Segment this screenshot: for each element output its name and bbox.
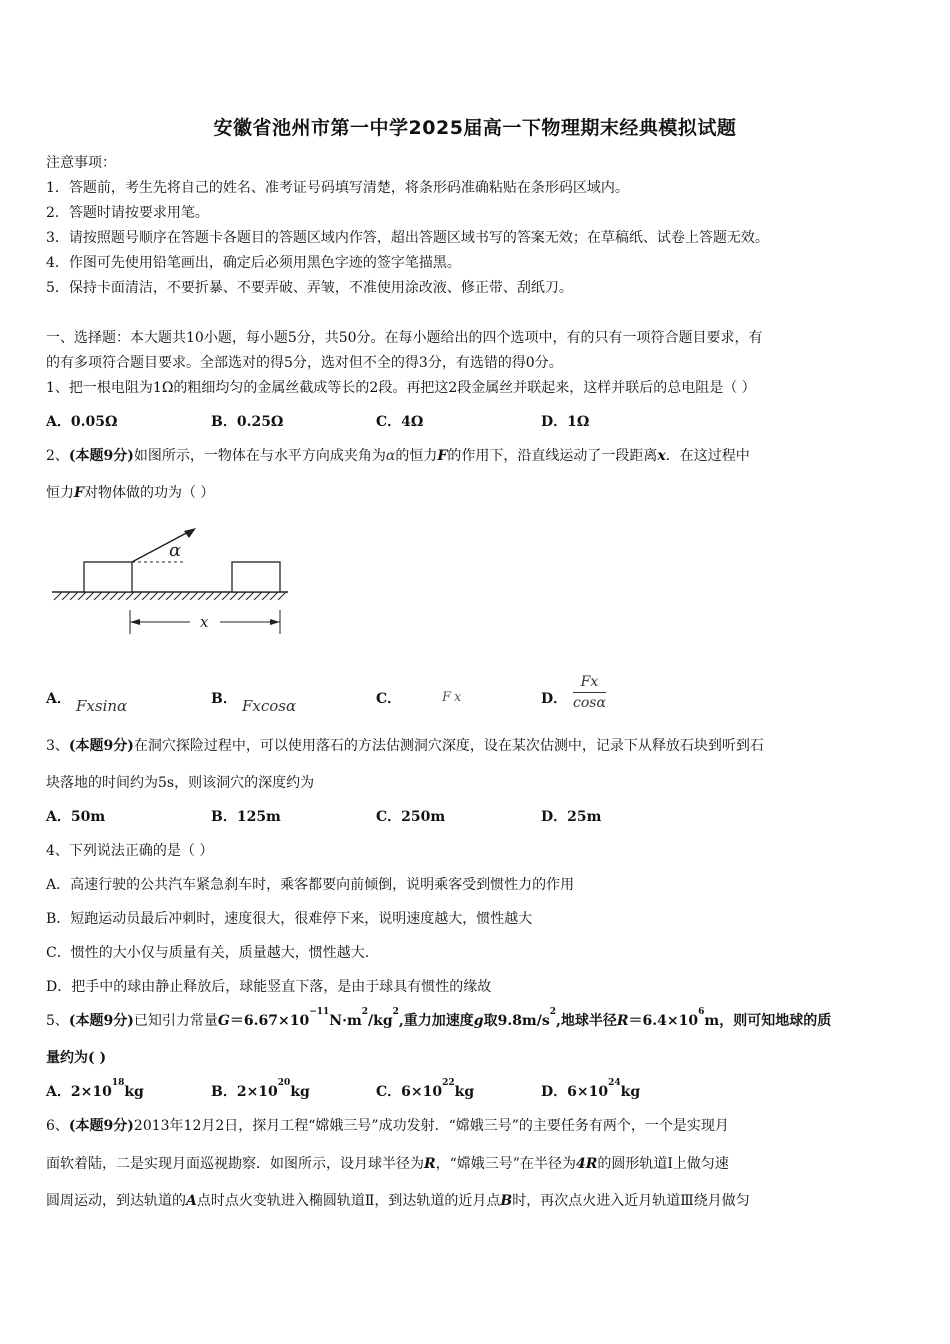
distance-symbol: x bbox=[657, 448, 666, 464]
exponent: 20 bbox=[277, 1078, 291, 1088]
option-b-expr: Fxcosα bbox=[242, 697, 297, 715]
exponent: 24 bbox=[608, 1078, 621, 1088]
text: 取9.8m/s bbox=[483, 1013, 550, 1029]
fraction-numerator: Fx bbox=[580, 674, 599, 690]
option-d-fraction bbox=[573, 674, 606, 711]
option-b: B． bbox=[211, 691, 237, 707]
g-constant-symbol: G bbox=[217, 1013, 230, 1029]
alpha-symbol: α bbox=[385, 448, 396, 464]
question-2-line2 bbox=[46, 482, 214, 502]
notice-item: 4．作图可先使用铅笔画出，确定后必须用黑色字迹的签字笔描黑。 bbox=[46, 255, 461, 271]
arrowhead-icon bbox=[184, 528, 196, 538]
option-c: C．惯性的大小仅与质量有关，质量越大，惯性越大. bbox=[46, 945, 370, 961]
text: ＝6.67×10 bbox=[229, 1013, 310, 1029]
section-heading-line1: 一、选择题：本大题共10小题，每小题5分，共50分。在每小题给出的四个选项中，有的只有一项符合题目要求，有 bbox=[46, 330, 763, 346]
option-a: A．0.05Ω bbox=[46, 414, 118, 430]
text: /kg bbox=[368, 1013, 393, 1029]
fraction-denominator: cosα bbox=[573, 695, 606, 711]
text: ,重力加速度 bbox=[398, 1013, 474, 1029]
block-start bbox=[84, 562, 132, 592]
score-tag: (本题9分) bbox=[68, 448, 134, 464]
question-5-line1 bbox=[46, 1007, 832, 1030]
text: m，则可知地球的质 bbox=[704, 1013, 832, 1029]
text: 对物体做的功为（ ） bbox=[83, 485, 215, 501]
notice-item: 5．保持卡面清洁，不要折暴、不要弄破、弄皱，不准使用涂改液、修正带、刮纸刀。 bbox=[46, 280, 573, 296]
option-a: A． bbox=[46, 691, 71, 707]
question-5-line2: 量约为( ) bbox=[46, 1050, 107, 1066]
option-d: D．25m bbox=[541, 809, 602, 825]
option-d: D．把手中的球由静止释放后，球能竖直下落，是由于球具有惯性的缘故 bbox=[46, 979, 492, 995]
exponent: 22 bbox=[442, 1078, 455, 1088]
exponent: 18 bbox=[111, 1078, 125, 1088]
option-b: B．0.25Ω bbox=[211, 414, 284, 430]
option-a: A．高速行驶的公共汽车紧急刹车时，乘客都要向前倾倒，说明乘客受到惯性力的作用 bbox=[46, 877, 575, 893]
question-6-line3 bbox=[46, 1190, 750, 1210]
notice-item: 2．答题时请按要求用笔。 bbox=[46, 205, 209, 221]
text: 2013年12月2日，探月工程“嫦娥三号”成功发射．“嫦娥三号”的主要任务有两个，一个是实现月 bbox=[133, 1118, 729, 1134]
force-diagram bbox=[50, 520, 300, 645]
exponent: 2 bbox=[549, 1007, 557, 1017]
point-b-symbol: B bbox=[500, 1193, 513, 1209]
text: 如图所示，一物体在与水平方向成夹角为 bbox=[133, 448, 386, 464]
text: 的作用下，沿直线运动了一段距离 bbox=[447, 448, 658, 464]
question-4-stem: 4、下列说法正确的是（ ） bbox=[46, 843, 214, 859]
arrowhead-icon bbox=[130, 619, 140, 625]
point-a-symbol: A bbox=[186, 1193, 197, 1209]
notice-heading: 注意事项： bbox=[46, 155, 116, 171]
orbit-radius-symbol: 4R bbox=[575, 1156, 598, 1172]
text: ,地球半径 bbox=[556, 1013, 617, 1029]
angle-label: α bbox=[169, 540, 182, 561]
g-symbol: g bbox=[473, 1013, 484, 1029]
option-c bbox=[376, 1078, 475, 1101]
question-6-line1 bbox=[46, 1115, 729, 1135]
arrowhead-icon bbox=[270, 619, 280, 625]
page-title: 安徽省池州市第一中学2025届高一下物理期末经典模拟试题 bbox=[213, 117, 737, 139]
text: 圆周运动，到达轨道的 bbox=[46, 1193, 186, 1209]
option-text: kg bbox=[454, 1084, 475, 1100]
force-arrow bbox=[132, 530, 192, 562]
text: ．在这过程中 bbox=[665, 448, 750, 464]
question-3-line2: 块落地的时间约为5s，则该洞穴的深度约为 bbox=[46, 775, 315, 791]
question-number: 6、 bbox=[46, 1118, 69, 1134]
option-a: A．50m bbox=[46, 809, 106, 825]
option-d bbox=[541, 1078, 641, 1101]
notice-item: 3．请按照题号顺序在答题卡各题目的答题区域内作答，超出答题区域书写的答案无效；在草稿纸、试卷上答题无效。 bbox=[46, 230, 769, 246]
text: N·m bbox=[329, 1013, 362, 1029]
option-b: B．短跑运动员最后冲刺时，速度很大，很难停下来，说明速度越大，惯性越大 bbox=[46, 911, 533, 927]
option-b: B．125m bbox=[211, 809, 281, 825]
question-2-options bbox=[46, 674, 906, 722]
text: ，“嫦娥三号”在半径为 bbox=[435, 1156, 576, 1172]
option-a-expr: Fxsinα bbox=[76, 697, 128, 715]
option-d: D． bbox=[541, 691, 568, 707]
text: ＝6.4×10 bbox=[628, 1013, 699, 1029]
section-heading-line2: 的有多项符合题目要求。全部选对的得5分，选对但不全的得3分，有选错的得0分。 bbox=[46, 355, 563, 371]
question-number: 3、 bbox=[46, 738, 69, 754]
question-3-line1 bbox=[46, 735, 764, 755]
ground-hatching bbox=[54, 592, 286, 600]
question-3-options bbox=[46, 806, 906, 828]
score-tag: (本题9分) bbox=[68, 738, 134, 754]
option-a bbox=[46, 1078, 144, 1101]
option-d: D．1Ω bbox=[541, 414, 590, 430]
block-end bbox=[232, 562, 280, 592]
question-1-stem: 1、把一根电阻为1Ω的粗细均匀的金属丝截成等长的2段。再把这2段金属丝并联起来，这样并联后的总电阻是（ ） bbox=[46, 380, 756, 396]
score-tag: (本题9分) bbox=[68, 1118, 134, 1134]
question-number: 2、 bbox=[46, 448, 69, 464]
question-2-line1 bbox=[46, 445, 750, 465]
score-tag: (本题9分) bbox=[68, 1013, 134, 1029]
exponent: 2 bbox=[392, 1007, 399, 1017]
option-text: A．2×10 bbox=[46, 1084, 112, 1100]
option-c-expr: Fx bbox=[442, 690, 465, 705]
exponent: 2 bbox=[361, 1007, 369, 1017]
option-c: C．250m bbox=[376, 809, 446, 825]
question-6-line2 bbox=[46, 1153, 729, 1173]
option-text: kg bbox=[124, 1084, 144, 1100]
option-b bbox=[211, 1078, 310, 1101]
option-text: D．6×10 bbox=[541, 1084, 609, 1100]
force-symbol: F bbox=[437, 448, 448, 464]
text: 在洞穴探险过程中，可以使用落石的方法估测洞穴深度，设在某次估测中，记录下从释放石块到听到石 bbox=[133, 738, 764, 754]
exponent: 6 bbox=[698, 1007, 705, 1017]
text: 已知引力常量 bbox=[133, 1013, 218, 1029]
exponent: −11 bbox=[309, 1007, 330, 1017]
question-5-options bbox=[46, 1078, 906, 1103]
text: 面软着陆，二是实现月面巡视勘察．如图所示，设月球半径为 bbox=[46, 1156, 424, 1172]
option-text: C．6×10 bbox=[376, 1084, 443, 1100]
distance-label: x bbox=[200, 613, 209, 631]
force-symbol: F bbox=[74, 485, 84, 501]
fraction-bar bbox=[573, 692, 606, 693]
question-1-options bbox=[46, 411, 906, 433]
notice-item: 1．答题前，考生先将自己的姓名、准考证号码填写清楚，将条形码准确粘贴在条形码区域内。 bbox=[46, 180, 629, 196]
option-c: C． bbox=[376, 691, 402, 707]
option-text: B．2×10 bbox=[211, 1084, 278, 1100]
option-text: kg bbox=[620, 1084, 641, 1100]
text: 的恒力 bbox=[395, 448, 438, 464]
radius-symbol: R bbox=[616, 1013, 629, 1029]
option-c: C．4Ω bbox=[376, 414, 424, 430]
text: 点时点火变轨进入椭圆轨道Ⅱ，到达轨道的近月点 bbox=[196, 1193, 501, 1209]
radius-symbol: R bbox=[424, 1156, 436, 1172]
text: 恒力 bbox=[46, 485, 74, 501]
option-text: kg bbox=[290, 1084, 310, 1100]
question-number: 5、 bbox=[46, 1013, 69, 1029]
text: 的圆形轨道Ⅰ上做匀速 bbox=[597, 1156, 729, 1172]
text: 时，再次点火进入近月轨道Ⅲ绕月做匀 bbox=[512, 1193, 750, 1209]
